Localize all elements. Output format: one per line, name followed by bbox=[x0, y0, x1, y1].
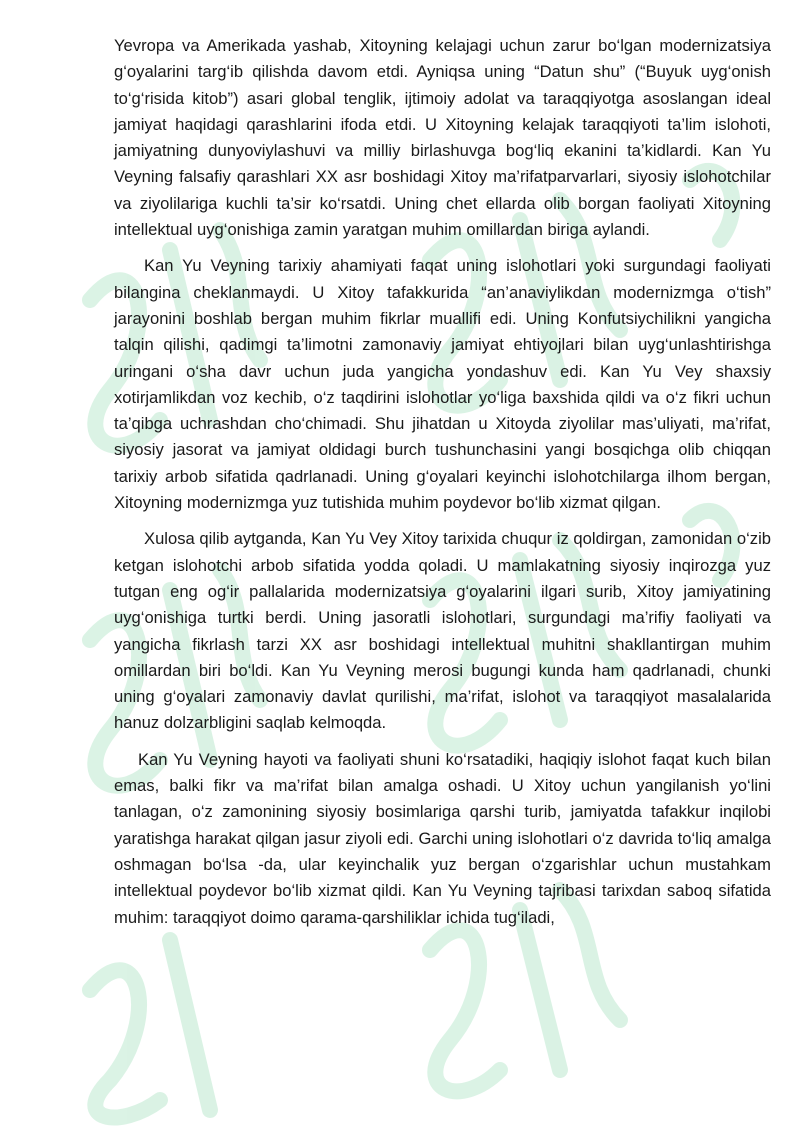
paragraph-2: Kan Yu Veyning tarixiy ahamiyati faqat uning islohotlari yoki surgundagi faoliyati bilangina cheklanmaydi. U Xitoy tafakkurida “an’anaviylikdan modernizmga o‘tish” jarayonini boshlab bergan muhim fikrlar muallifi edi. Uning Konfutsiychilikni yangicha talqin qilishi, qadimgi ta’limotni zamonaviy jamiyat ehtiyojlari bilan uyg‘unlashtirishga uringani o‘sha davr uchun juda yangicha yondashuv edi. Kan Yu Vey shaxsiy xotirjamlikdan voz kechib, o‘z taqdirini islohotlar yo‘liga baxshida qildi va o‘z fikri uchun ta’qibga uchrashdan cho‘chimadi. Shu jihatdan u Xitoyda ziyolilar mas’uliyati, ma’rifat, siyosiy jasorat va jamiyat oldidagi burch tushunchasini yangi bosqichga olib chiqqan tarixiy arbob sifatida qadrlanadi. Uning g‘oyalari keyinchi islohotchilarga ilhom bergan, Xitoyning modernizmga yuz tutishida muhim poydevor bo‘lib xizmat qilgan. bbox=[114, 256, 771, 513]
paragraph-3: Xulosa qilib aytganda, Kan Yu Vey Xitoy tarixida chuqur iz qoldirgan, zamonidan o‘zib ketgan islohotchi arbob sifatida yodda qoladi. U mamlakatning siyosiy inqirozga yuz tutgan eng og‘ir pallalarida modernizatsiya g‘oyalarini ilgari surib, Xitoy jamiyatining uyg‘onishiga turtki berdi. Uning jasoratli islohotlari, surgundagi ma’rifiy faoliyati va yangicha fikrlash tarzi XX asr boshidagi intellektual muhitni shakllantirgan muhim omillardan biri bo‘ldi. Kan Yu Veyning merosi bugungi kunda ham qadrlanadi, chunki uning g‘oyalari zamonaviy davlat qurilishi, ma’rifat, islohot va taraqqiyot masalalarida hanuz dolzarbligini saqlab kelmoqda. bbox=[114, 529, 771, 733]
document-body bbox=[114, 33, 771, 941]
paragraph-4: Kan Yu Veyning hayoti va faoliyati shuni ko‘rsatadiki, haqiqiy islohot faqat kuch bilan emas, balki fikr va ma’rifat bilan amalga oshadi. U Xitoy uchun yangilanish yo‘lini tanlagan, o‘z zamonining siyosiy bosimlariga qarshi turib, jamiyatda tafakkur inqilobi yaratishga harakat qilgan jasur ziyoli edi. Garchi uning islohotlari o‘z davrida to‘liq amalga oshmagan bo‘lsa -da, ular keyinchalik yuz bergan o‘zgarishlar uchun mustahkam intellektual poydevor bo‘lib xizmat qildi. Kan Yu Veyning tajribasi tarixdan saboq sifatida muhim: taraqqiyot doimo qarama-qarshiliklar ichida tug‘iladi, bbox=[114, 749, 771, 927]
paragraph-1: Yevropa va Amerikada yashab, Xitoyning kelajagi uchun zarur bo‘lgan modernizatsiya g‘oyalarini targ‘ib qilishda davom etdi. Ayniqsa uning “Datun shu” (“Buyuk uyg‘onish to‘g‘risida kitob”) asari global tenglik, ijtimoiy adolat va taraqqiyotga asoslangan ideal jamiyat haqidagi qarashlarini ifoda etdi. U Xitoyning kelajak taraqqiyoti ta’lim islohoti, jamiyatning dunyoviylashuvi va milliy birlashuvga bog‘liq ekanini ta’kidlardi. Kan Yu Veyning falsafiy qarashlari XX asr boshidagi Xitoy ma’rifatparvarlari, siyosiy islohotchilar va ziyolilariga kuchli ta’sir ko‘rsatdi. Uning chet ellarda olib borgan faoliyati Xitoyning intellektual uyg‘onishiga zamin yaratgan muhim omillardan biriga aylandi. bbox=[114, 36, 771, 240]
